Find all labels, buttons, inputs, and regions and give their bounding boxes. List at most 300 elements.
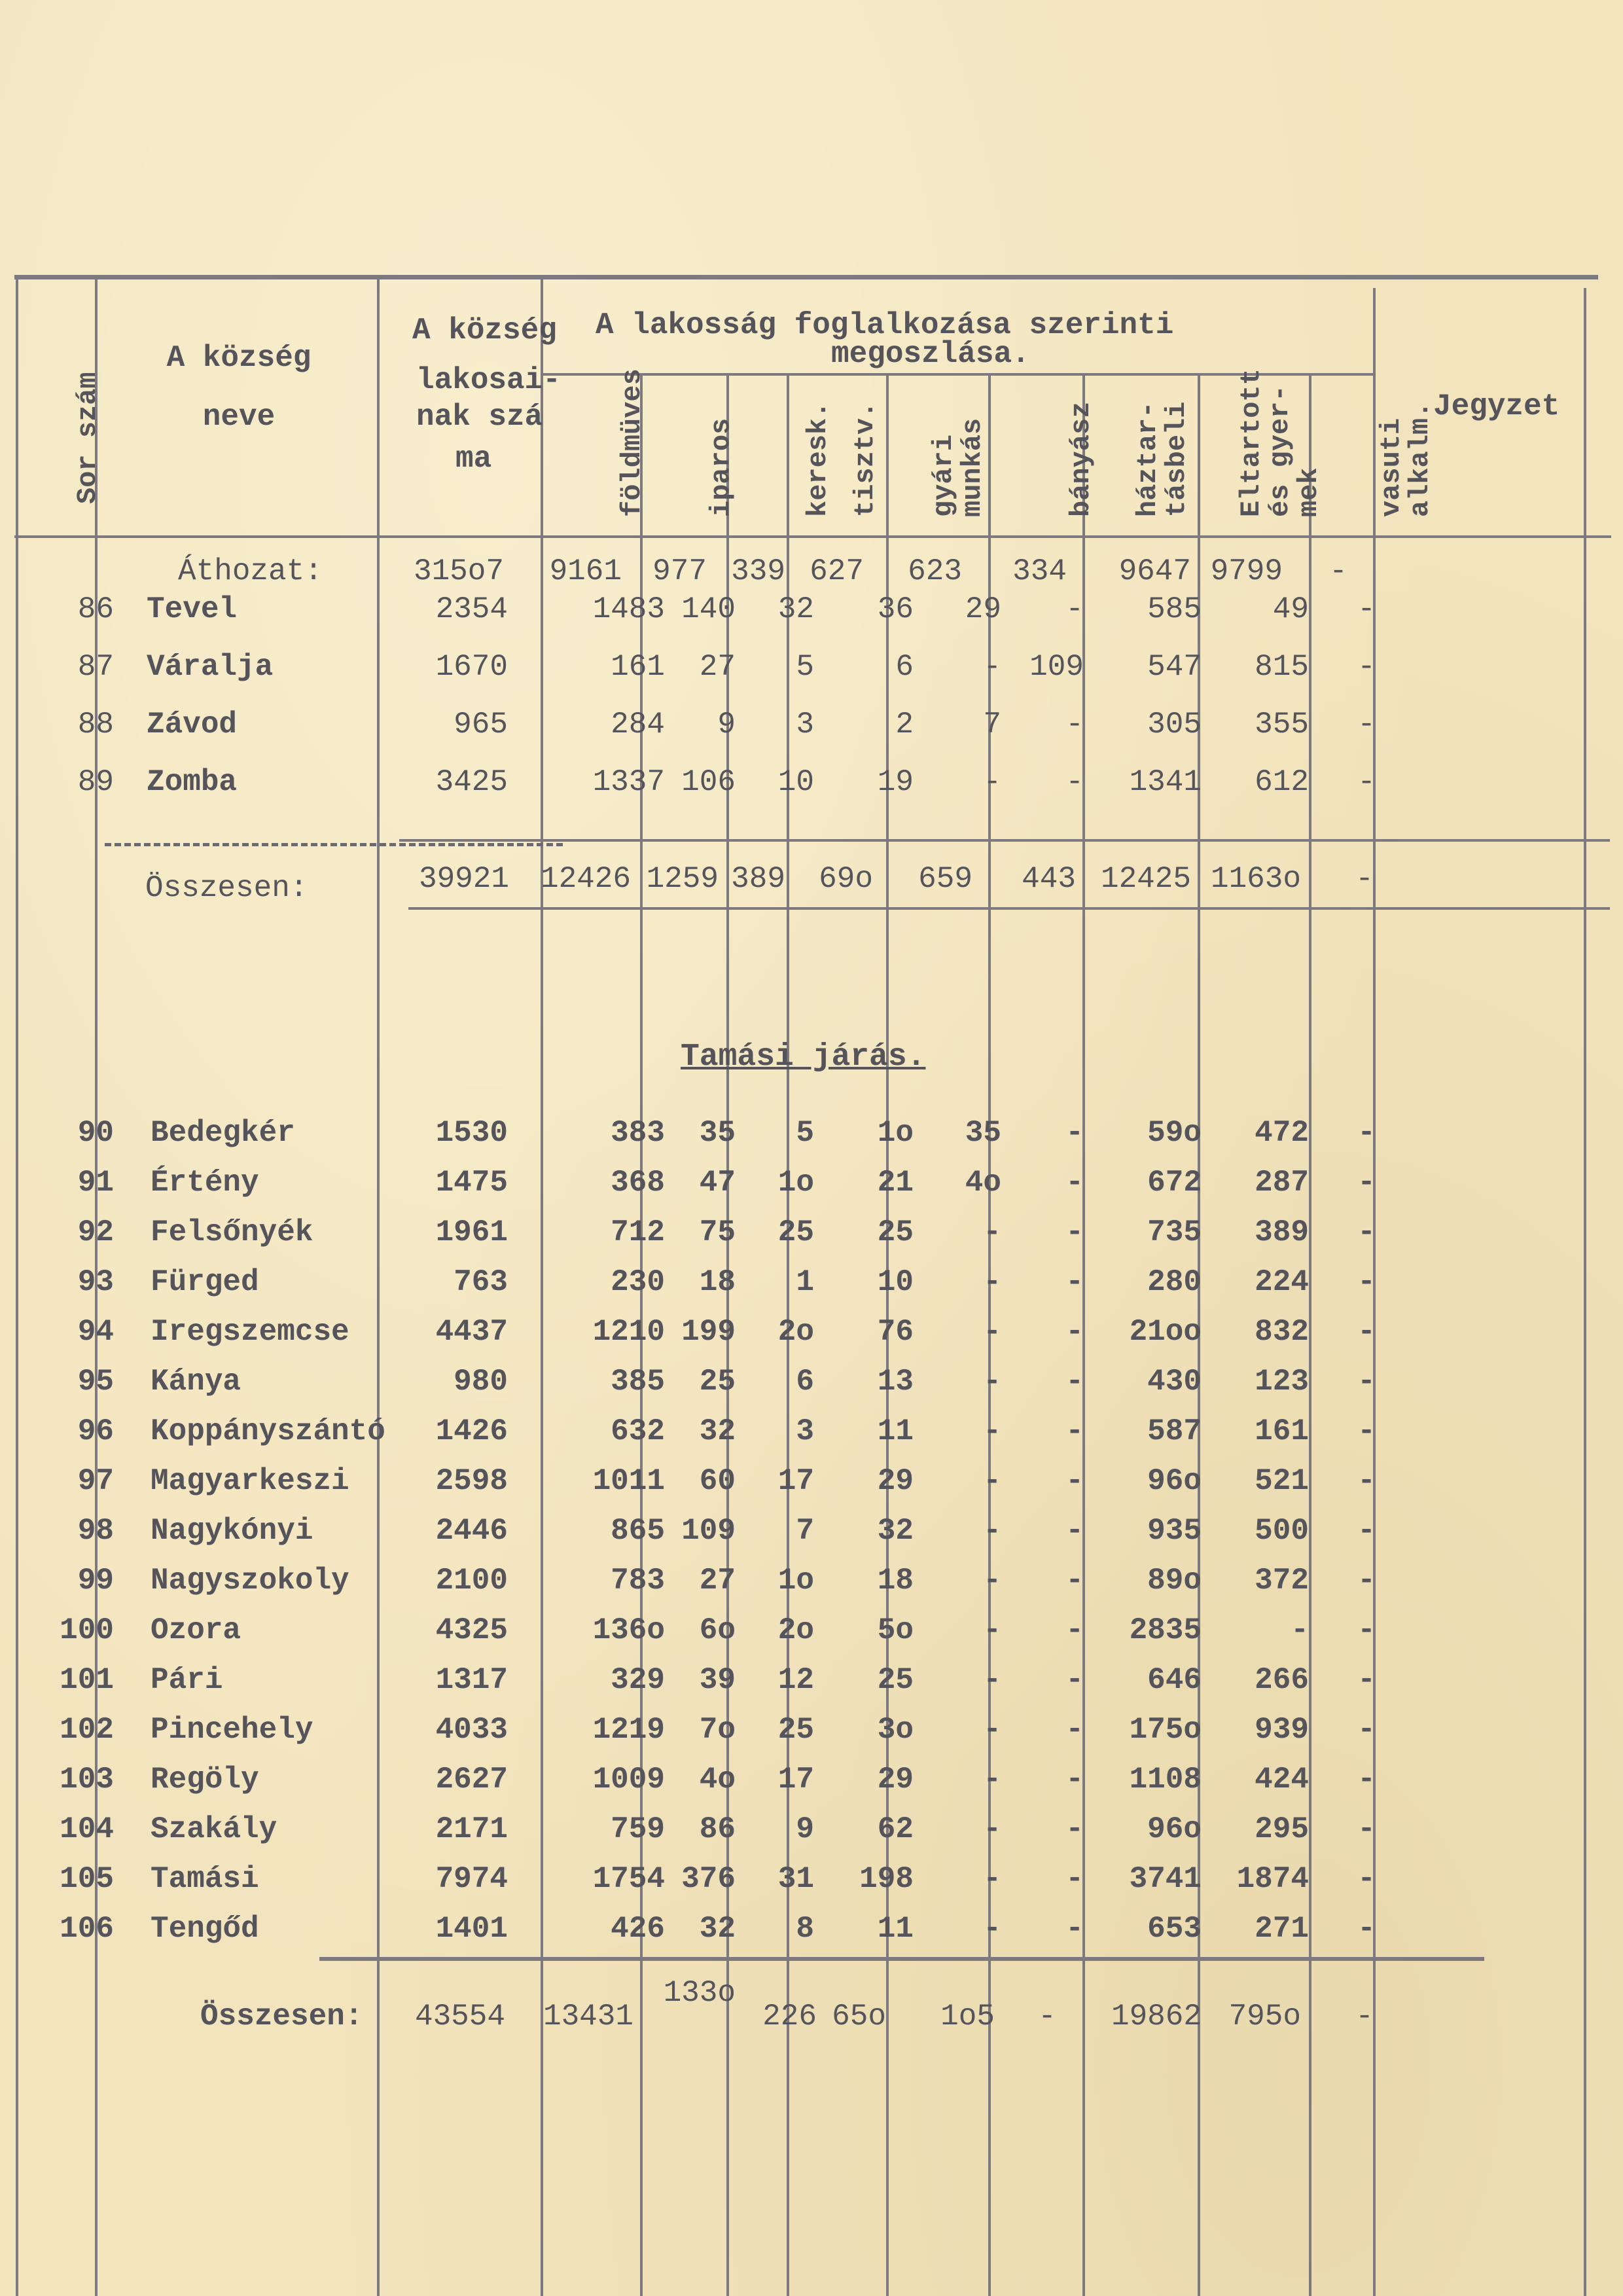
row-cell-banya: - — [1065, 708, 1084, 742]
row-cell-eltart: - — [1291, 1613, 1309, 1647]
row-cell-vasut: - — [1357, 1464, 1376, 1498]
row-cell-ker: 5 — [796, 650, 814, 684]
row-cell-tiszt: 5o — [877, 1613, 914, 1647]
row-cell-vasut: - — [1357, 1215, 1376, 1249]
row-cell-gyari: - — [983, 1862, 1001, 1896]
row-cell-ker: 17 — [777, 1464, 814, 1498]
row-cell-tiszt: 6 — [895, 650, 914, 684]
row-cell-banya: - — [1065, 1514, 1084, 1548]
row-cell-lak: 2627 — [435, 1763, 508, 1797]
row-cell-eltart: 49 — [1272, 592, 1309, 626]
row-cell-banya: - — [1065, 1315, 1084, 1349]
row-cell-gyari: - — [983, 1713, 1001, 1747]
section2-total-ker: 226 — [762, 2000, 817, 2034]
row-cell-ipar: 35 — [699, 1116, 736, 1150]
row-cell-lak: 2171 — [435, 1812, 508, 1846]
row-cell-tiszt: 18 — [877, 1564, 914, 1598]
section1-total-gyari: 659 — [918, 862, 972, 896]
row-cell-haztar: 587 — [1147, 1414, 1202, 1448]
header-bottom-border — [14, 535, 1611, 538]
row-cell-tiszt: 29 — [877, 1464, 914, 1498]
section1-total-fold: 12426 — [540, 862, 631, 896]
carry-banya: 334 — [1012, 554, 1067, 588]
row-cell-banya: - — [1065, 1265, 1084, 1299]
row-cell-vasut: - — [1357, 1365, 1376, 1399]
carry-fold: 9161 — [549, 554, 622, 588]
row-cell-ipar: 27 — [699, 650, 736, 684]
row-cell-eltart: 266 — [1255, 1663, 1309, 1697]
row-cell-gyari: - — [983, 1265, 1001, 1299]
row-cell-ker: 1o — [777, 1564, 814, 1598]
header-haztar-line1: háztar- — [1132, 401, 1164, 517]
row-cell-gyari: - — [983, 1365, 1001, 1399]
row-cell-vasut: - — [1357, 1713, 1376, 1747]
row-name: Nagykónyi — [151, 1514, 313, 1548]
carry-ker: 339 — [731, 554, 785, 588]
row-cell-banya: - — [1065, 765, 1084, 799]
row-number: 94 — [77, 1315, 114, 1349]
row-cell-ker: 2o — [777, 1315, 814, 1349]
row-cell-gyari: 35 — [965, 1116, 1001, 1150]
row-cell-eltart: 832 — [1255, 1315, 1309, 1349]
table-right-border — [1584, 288, 1586, 2296]
row-cell-ipar: 32 — [699, 1912, 736, 1946]
row-cell-eltart: 224 — [1255, 1265, 1309, 1299]
row-cell-fold: 1011 — [592, 1464, 665, 1498]
row-cell-tiszt: 13 — [877, 1365, 914, 1399]
header-sorszam: Sor szám — [72, 372, 103, 504]
row-cell-haztar: 653 — [1147, 1912, 1202, 1946]
row-cell-lak: 965 — [454, 708, 508, 742]
section1-total-eltart: 1163o — [1210, 862, 1301, 896]
row-cell-eltart: 287 — [1255, 1166, 1309, 1200]
row-cell-tiszt: 25 — [877, 1663, 914, 1697]
row-cell-gyari: 7 — [983, 708, 1001, 742]
header-kozseg-line2: neve — [202, 400, 276, 434]
section1-rule-bottom — [408, 907, 1610, 910]
row-name: Koppányszántó — [151, 1414, 385, 1448]
row-cell-vasut: - — [1357, 1912, 1376, 1946]
row-cell-eltart: 161 — [1255, 1414, 1309, 1448]
row-cell-vasut: - — [1357, 1315, 1376, 1349]
header-vasuti-line2: alkalm. — [1404, 401, 1436, 517]
row-cell-vasut: - — [1357, 1564, 1376, 1598]
section2-total-eltart: 795o — [1228, 2000, 1301, 2034]
row-cell-haztar: 547 — [1147, 650, 1202, 684]
row-cell-ker: 2o — [777, 1613, 814, 1647]
row-cell-ker: 31 — [777, 1862, 814, 1896]
row-cell-ker: 12 — [777, 1663, 814, 1697]
row-cell-banya: - — [1065, 1663, 1084, 1697]
row-name: Tevel — [147, 592, 238, 626]
row-cell-haztar: 2835 — [1129, 1613, 1202, 1647]
row-cell-ker: 9 — [796, 1812, 814, 1846]
row-cell-eltart: 389 — [1255, 1215, 1309, 1249]
row-cell-ipar: 9 — [717, 708, 736, 742]
header-foldmuves: földmüves — [616, 368, 648, 517]
row-cell-ipar: 86 — [699, 1812, 736, 1846]
row-cell-lak: 1317 — [435, 1663, 508, 1697]
header-lakos-line2: lakosai- — [416, 363, 561, 397]
row-cell-haztar: 430 — [1147, 1365, 1202, 1399]
section1-total-ker: 389 — [731, 862, 785, 896]
section2-total-gyari: 1o5 — [940, 2000, 995, 2034]
row-number: 100 — [60, 1613, 114, 1647]
row-name: Nagyszokoly — [151, 1564, 349, 1598]
row-cell-vasut: - — [1357, 1763, 1376, 1797]
section2-total-haztar: 19862 — [1111, 2000, 1202, 2034]
header-vasuti-line1: vasuti — [1376, 418, 1407, 517]
row-cell-haztar: 59o — [1147, 1116, 1202, 1150]
header-gyari-line2: munkás — [957, 418, 988, 517]
row-cell-lak: 2446 — [435, 1514, 508, 1548]
row-cell-haztar: 89o — [1147, 1564, 1202, 1598]
row-name: Felsőnyék — [151, 1215, 313, 1249]
row-name: Pincehely — [151, 1713, 313, 1747]
row-cell-lak: 1401 — [435, 1912, 508, 1946]
row-cell-ker: 6 — [796, 1365, 814, 1399]
row-number: 95 — [77, 1365, 114, 1399]
row-cell-fold: 783 — [611, 1564, 665, 1598]
row-cell-eltart: 521 — [1255, 1464, 1309, 1498]
row-cell-ipar: 47 — [699, 1166, 736, 1200]
row-cell-banya: - — [1065, 592, 1084, 626]
header-lakos-line1: A község — [412, 314, 557, 348]
row-cell-fold: 230 — [611, 1265, 665, 1299]
row-cell-lak: 1426 — [435, 1414, 508, 1448]
row-number: 87 — [77, 650, 114, 684]
header-banyasz: bányász — [1065, 401, 1097, 517]
row-cell-lak: 980 — [454, 1365, 508, 1399]
row-cell-haztar: 3741 — [1129, 1862, 1202, 1896]
row-cell-vasut: - — [1357, 592, 1376, 626]
row-number: 97 — [77, 1464, 114, 1498]
header-group-title-line1: A lakosság foglalkozása szerinti — [596, 308, 1174, 342]
header-kozseg-line1: A község — [166, 341, 312, 375]
row-cell-eltart: 271 — [1255, 1912, 1309, 1946]
row-cell-ker: 8 — [796, 1912, 814, 1946]
row-cell-gyari: 29 — [965, 592, 1001, 626]
row-cell-banya: 109 — [1029, 650, 1084, 684]
row-cell-banya: - — [1065, 1713, 1084, 1747]
row-cell-haztar: 1341 — [1129, 765, 1202, 799]
row-number: 98 — [77, 1514, 114, 1548]
row-cell-gyari: - — [983, 765, 1001, 799]
row-cell-eltart: 939 — [1255, 1713, 1309, 1747]
row-cell-vasut: - — [1357, 1166, 1376, 1200]
row-name: Fürged — [151, 1265, 259, 1299]
header-haztar-line2: tásbeli — [1161, 401, 1192, 517]
row-cell-haztar: 585 — [1147, 592, 1202, 626]
row-cell-ipar: 75 — [699, 1215, 736, 1249]
row-cell-tiszt: 11 — [877, 1414, 914, 1448]
row-cell-ker: 3 — [796, 708, 814, 742]
row-cell-tiszt: 25 — [877, 1215, 914, 1249]
row-number: 101 — [60, 1663, 114, 1697]
section1-rule-top — [399, 839, 1610, 842]
row-number: 102 — [60, 1713, 114, 1747]
row-cell-lak: 1475 — [435, 1166, 508, 1200]
row-cell-lak: 1670 — [435, 650, 508, 684]
row-cell-lak: 2354 — [435, 592, 508, 626]
row-cell-eltart: 815 — [1255, 650, 1309, 684]
row-cell-lak: 1530 — [435, 1116, 508, 1150]
section2-total-tiszt: 65o — [832, 2000, 886, 2034]
row-name: Váralja — [147, 650, 274, 684]
carry-ipar: 977 — [652, 554, 707, 588]
row-name: Szakály — [151, 1812, 277, 1846]
row-cell-ipar: 6o — [699, 1613, 736, 1647]
row-cell-ker: 3 — [796, 1414, 814, 1448]
header-lakos-line4: ma — [455, 442, 492, 476]
row-cell-banya: - — [1065, 1464, 1084, 1498]
header-lakos-line3: nak szá — [416, 400, 543, 434]
row-number: 104 — [60, 1812, 114, 1846]
row-cell-eltart: 472 — [1255, 1116, 1309, 1150]
row-cell-lak: 763 — [454, 1265, 508, 1299]
row-cell-ipar: 27 — [699, 1564, 736, 1598]
section1-total-vasut: - — [1355, 862, 1374, 896]
section2-title: Tamási járás. — [681, 1039, 926, 1075]
row-cell-ker: 25 — [777, 1713, 814, 1747]
section1-dash-top — [105, 843, 563, 846]
row-number: 106 — [60, 1912, 114, 1946]
row-cell-fold: 1483 — [592, 592, 665, 626]
row-cell-haztar: 672 — [1147, 1166, 1202, 1200]
row-name: Kánya — [151, 1365, 241, 1399]
row-cell-ipar: 39 — [699, 1663, 736, 1697]
row-cell-tiszt: 36 — [877, 592, 914, 626]
row-cell-haztar: 305 — [1147, 708, 1202, 742]
section2-total-banya: - — [1038, 2000, 1056, 2034]
col-divider-eltart — [1309, 373, 1311, 2296]
row-cell-lak: 4033 — [435, 1713, 508, 1747]
row-cell-gyari: - — [983, 1564, 1001, 1598]
row-cell-vasut: - — [1357, 1613, 1376, 1647]
row-cell-haztar: 175o — [1129, 1713, 1202, 1747]
row-cell-gyari: - — [983, 1215, 1001, 1249]
row-cell-haztar: 1108 — [1129, 1763, 1202, 1797]
row-cell-gyari: - — [983, 1464, 1001, 1498]
row-cell-haztar: 21oo — [1129, 1315, 1202, 1349]
section2-total-vasut: - — [1355, 2000, 1374, 2034]
row-cell-ker: 25 — [777, 1215, 814, 1249]
row-cell-tiszt: 62 — [877, 1812, 914, 1846]
row-number: 93 — [77, 1265, 114, 1299]
carry-gyari: 623 — [908, 554, 962, 588]
row-name: Bedegkér — [151, 1116, 295, 1150]
row-cell-gyari: - — [983, 1613, 1001, 1647]
row-cell-fold: 1210 — [592, 1315, 665, 1349]
row-cell-vasut: - — [1357, 1265, 1376, 1299]
row-cell-banya: - — [1065, 1116, 1084, 1150]
row-number: 99 — [77, 1564, 114, 1598]
section1-total-lak: 39921 — [418, 862, 509, 896]
row-cell-ipar: 106 — [681, 765, 736, 799]
row-name: Tengőd — [151, 1912, 259, 1946]
row-cell-eltart: 123 — [1255, 1365, 1309, 1399]
row-name: Pári — [151, 1663, 223, 1697]
row-cell-ker: 1o — [777, 1166, 814, 1200]
row-cell-tiszt: 1o — [877, 1116, 914, 1150]
carry-vasut: - — [1329, 554, 1347, 588]
row-cell-lak: 3425 — [435, 765, 508, 799]
row-cell-fold: 383 — [611, 1116, 665, 1150]
row-cell-fold: 1754 — [592, 1862, 665, 1896]
row-cell-gyari: - — [983, 1763, 1001, 1797]
row-name: Magyarkeszi — [151, 1464, 349, 1498]
table-left-border — [16, 275, 18, 2296]
row-cell-ker: 7 — [796, 1514, 814, 1548]
row-cell-ipar: 376 — [681, 1862, 736, 1896]
row-cell-haztar: 96o — [1147, 1464, 1202, 1498]
header-gyari-line1: gyári — [928, 434, 959, 517]
row-cell-eltart: 1874 — [1236, 1862, 1309, 1896]
section2-rule-top — [319, 1957, 1484, 1961]
row-cell-gyari: 4o — [965, 1166, 1001, 1200]
row-cell-lak: 2100 — [435, 1564, 508, 1598]
header-eltartott-line2: és gyer- — [1264, 385, 1296, 517]
carry-label: Áthozat: — [178, 554, 323, 588]
row-cell-gyari: - — [983, 1912, 1001, 1946]
row-cell-banya: - — [1065, 1812, 1084, 1846]
header-iparos: iparos — [705, 418, 737, 517]
row-cell-vasut: - — [1357, 1116, 1376, 1150]
row-cell-fold: 759 — [611, 1812, 665, 1846]
row-cell-fold: 161 — [611, 650, 665, 684]
section1-total-banya: 443 — [1022, 862, 1076, 896]
row-cell-banya: - — [1065, 1215, 1084, 1249]
row-number: 90 — [77, 1116, 114, 1150]
row-cell-ker: 1 — [796, 1265, 814, 1299]
row-cell-vasut: - — [1357, 1862, 1376, 1896]
header-group-title-line2: megoszlása. — [831, 337, 1030, 371]
row-cell-vasut: - — [1357, 650, 1376, 684]
row-cell-banya: - — [1065, 1862, 1084, 1896]
row-cell-ipar: 60 — [699, 1464, 736, 1498]
row-cell-vasut: - — [1357, 1514, 1376, 1548]
row-cell-tiszt: 29 — [877, 1763, 914, 1797]
row-cell-tiszt: 21 — [877, 1166, 914, 1200]
row-cell-tiszt: 76 — [877, 1315, 914, 1349]
row-cell-banya: - — [1065, 1613, 1084, 1647]
row-cell-ker: 5 — [796, 1116, 814, 1150]
row-cell-banya: - — [1065, 1564, 1084, 1598]
row-name: Regöly — [151, 1763, 259, 1797]
row-cell-ipar: 4o — [699, 1763, 736, 1797]
row-cell-tiszt: 2 — [895, 708, 914, 742]
row-cell-banya: - — [1065, 1365, 1084, 1399]
row-cell-eltart: 424 — [1255, 1763, 1309, 1797]
row-cell-eltart: 372 — [1255, 1564, 1309, 1598]
row-cell-gyari: - — [983, 1514, 1001, 1548]
row-number: 88 — [77, 708, 114, 742]
table-top-border — [14, 275, 1598, 279]
row-cell-lak: 2598 — [435, 1464, 508, 1498]
row-name: Iregszemcse — [151, 1315, 349, 1349]
carry-lak: 315o7 — [413, 554, 504, 588]
row-name: Értény — [151, 1166, 259, 1200]
row-cell-fold: 712 — [611, 1215, 665, 1249]
row-cell-fold: 385 — [611, 1365, 665, 1399]
row-cell-eltart: 355 — [1255, 708, 1309, 742]
row-cell-banya: - — [1065, 1166, 1084, 1200]
row-cell-gyari: - — [983, 1315, 1001, 1349]
carry-eltart: 9799 — [1210, 554, 1283, 588]
row-cell-tiszt: 3o — [877, 1713, 914, 1747]
row-cell-ipar: 199 — [681, 1315, 736, 1349]
row-number: 89 — [77, 765, 114, 799]
row-cell-fold: 865 — [611, 1514, 665, 1548]
row-cell-ker: 32 — [777, 592, 814, 626]
row-cell-ker: 17 — [777, 1763, 814, 1797]
row-cell-eltart: 500 — [1255, 1514, 1309, 1548]
row-cell-eltart: 295 — [1255, 1812, 1309, 1846]
row-number: 92 — [77, 1215, 114, 1249]
row-cell-haztar: 935 — [1147, 1514, 1202, 1548]
header-eltartott-line1: Eltartott — [1236, 368, 1267, 517]
section1-total-tiszt: 69o — [819, 862, 873, 896]
section1-total-haztar: 12425 — [1100, 862, 1191, 896]
row-cell-ipar: 32 — [699, 1414, 736, 1448]
row-name: Ozora — [151, 1613, 241, 1647]
row-cell-haztar: 96o — [1147, 1812, 1202, 1846]
section2-total-fold: 13431 — [543, 2000, 633, 2034]
section1-total-label: Összesen: — [145, 871, 308, 905]
row-cell-gyari: - — [983, 1812, 1001, 1846]
row-cell-tiszt: 10 — [877, 1265, 914, 1299]
row-cell-lak: 7974 — [435, 1862, 508, 1896]
row-cell-fold: 136o — [592, 1613, 665, 1647]
row-cell-tiszt: 32 — [877, 1514, 914, 1548]
row-cell-gyari: - — [983, 650, 1001, 684]
row-cell-haztar: 646 — [1147, 1663, 1202, 1697]
header-jegyzet: Jegyzet — [1433, 389, 1560, 423]
row-cell-fold: 426 — [611, 1912, 665, 1946]
row-cell-banya: - — [1065, 1414, 1084, 1448]
row-cell-lak: 4325 — [435, 1613, 508, 1647]
row-cell-fold: 1009 — [592, 1763, 665, 1797]
row-cell-fold: 368 — [611, 1166, 665, 1200]
row-cell-fold: 1337 — [592, 765, 665, 799]
row-cell-ipar: 7o — [699, 1713, 736, 1747]
row-cell-fold: 1219 — [592, 1713, 665, 1747]
row-cell-fold: 329 — [611, 1663, 665, 1697]
row-cell-tiszt: 11 — [877, 1912, 914, 1946]
row-cell-ipar: 25 — [699, 1365, 736, 1399]
row-cell-gyari: - — [983, 1663, 1001, 1697]
row-cell-lak: 4437 — [435, 1315, 508, 1349]
row-cell-ipar: 18 — [699, 1265, 736, 1299]
header-tisztv: tisztv. — [849, 401, 881, 517]
row-cell-gyari: - — [983, 1414, 1001, 1448]
row-cell-banya: - — [1065, 1912, 1084, 1946]
row-name: Zomba — [147, 765, 238, 799]
row-cell-ipar: 140 — [681, 592, 736, 626]
carry-tiszt: 627 — [810, 554, 864, 588]
row-cell-banya: - — [1065, 1763, 1084, 1797]
row-cell-haztar: 280 — [1147, 1265, 1202, 1299]
row-cell-vasut: - — [1357, 1414, 1376, 1448]
row-name: Závod — [147, 708, 238, 742]
section2-total-lak: 43554 — [414, 2000, 505, 2034]
row-cell-tiszt: 19 — [877, 765, 914, 799]
header-eltartott-line3: mek — [1293, 467, 1325, 517]
row-cell-fold: 632 — [611, 1414, 665, 1448]
row-name: Tamási — [151, 1862, 259, 1896]
row-cell-fold: 284 — [611, 708, 665, 742]
carry-haztar: 9647 — [1118, 554, 1191, 588]
